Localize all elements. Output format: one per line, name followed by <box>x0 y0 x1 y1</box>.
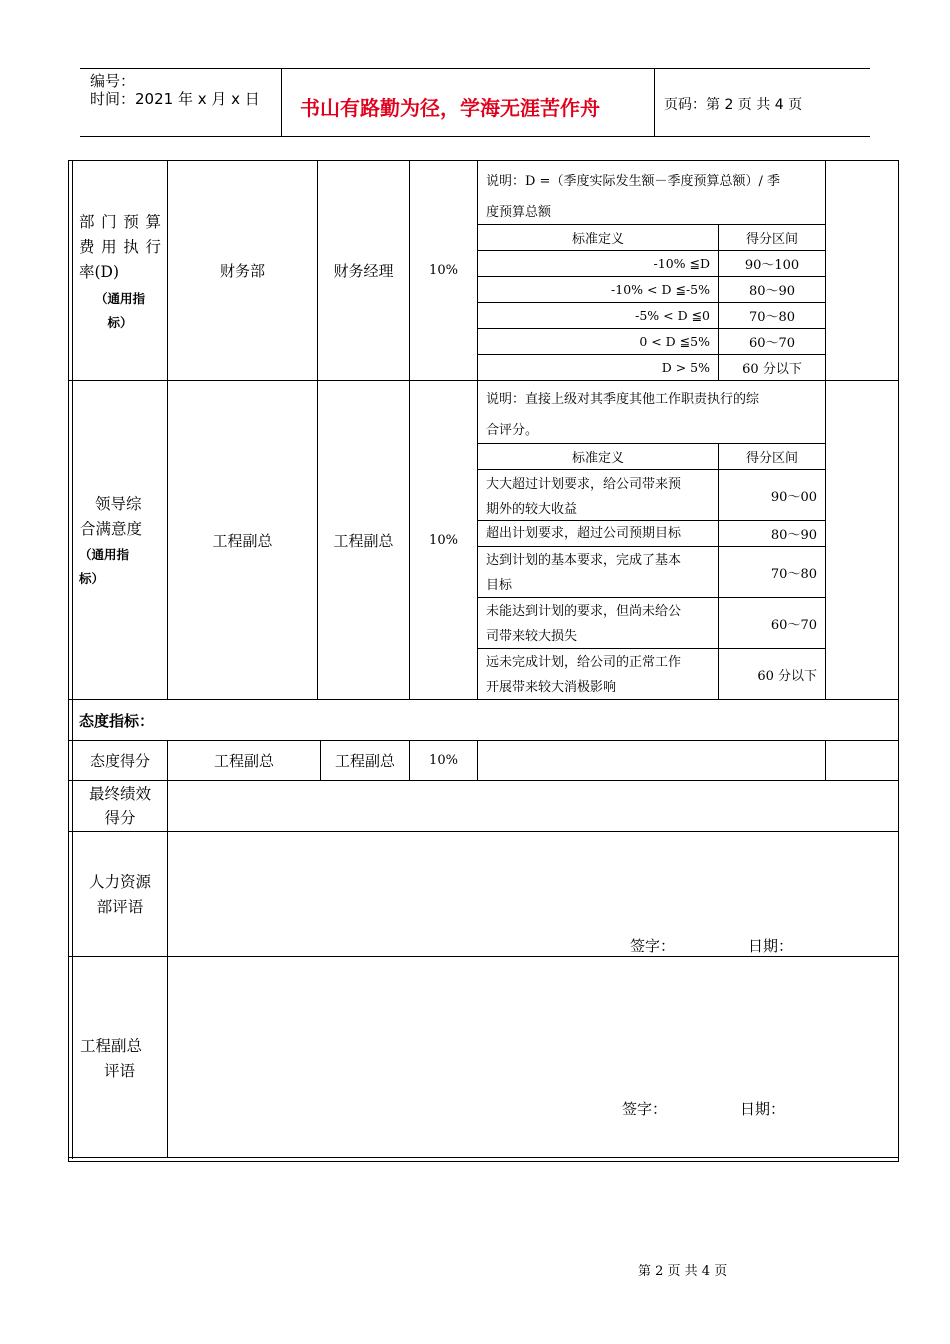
row-divider <box>69 1157 898 1158</box>
header-divider <box>281 68 282 136</box>
leader-criterion-def: 大大超过计划要求，给公司带来预 期外的较大收益 <box>486 477 682 517</box>
budget-generic-tag: （通用指 标） <box>94 291 145 330</box>
budget-criterion-def: -10% ≦D <box>653 256 710 271</box>
attitude-role: 工程副总 <box>334 752 395 770</box>
leader-dept: 工程副总 <box>212 531 273 550</box>
header-bottom-rule <box>80 136 870 137</box>
attitude-score-field[interactable] <box>478 741 825 780</box>
attitude-dept: 工程副总 <box>213 752 274 770</box>
budget-criterion-def: -5% < D ≦0 <box>635 308 710 323</box>
budget-indicator-name: 部门预算 费用执行 率(D) <box>79 213 161 281</box>
budget-note: 说明：D =（季度实际发生额－季度预算总额）/ 季 度预算总额 <box>486 174 780 220</box>
final-score-field[interactable] <box>168 781 897 831</box>
leader-role: 工程副总 <box>333 531 394 550</box>
budget-dept: 财务部 <box>219 262 265 280</box>
motto: 书山有路勤为径，学海无涯苦作舟 <box>300 96 600 120</box>
budget-criterion-score: 80～90 <box>748 284 796 299</box>
leader-criterion-score: 90～00 <box>770 489 817 505</box>
leader-criterion-def: 未能达到计划的要求，但尚未给公 司带来较大损失 <box>486 604 682 644</box>
leader-generic-tag: （通用指 标） <box>79 547 130 586</box>
budget-criterion-score: 60～70 <box>748 336 796 351</box>
leader-weight: 10% <box>429 532 458 548</box>
budget-criterion-score: 60 分以下 <box>742 362 802 377</box>
leader-criterion-score: 60～70 <box>770 617 817 633</box>
budget-col-def-header: 标准定义 <box>571 232 624 247</box>
hr-date-label: 日期： <box>748 937 794 955</box>
budget-criterion-score: 90～100 <box>744 258 800 273</box>
header-top-rule <box>80 68 870 69</box>
budget-weight: 10% <box>429 263 458 278</box>
leader-col-score-header: 得分区间 <box>745 451 798 466</box>
leader-indicator-name: 领导综 合满意度 <box>80 495 143 538</box>
leader-criterion-score: 60 分以下 <box>757 668 817 684</box>
vp-sign-label: 签字： <box>622 1100 668 1118</box>
footer-page-number: 第 2 页 共 4 页 <box>638 1264 728 1279</box>
hr-sign-label: 签字： <box>630 937 676 955</box>
leader-criterion-score: 70～80 <box>770 566 817 582</box>
attitude-actual-score-field[interactable] <box>826 741 897 780</box>
attitude-weight: 10% <box>429 753 458 768</box>
vp-comment-field[interactable] <box>168 957 897 1157</box>
budget-criterion-def: D > 5% <box>661 360 710 375</box>
leader-note: 说明：直接上级对其季度其他工作职责执行的综 合评分。 <box>486 392 760 438</box>
leader-col-def-header: 标准定义 <box>571 451 624 466</box>
budget-criterion-score: 70～80 <box>748 310 796 325</box>
final-score-label: 最终绩效 得分 <box>88 785 151 827</box>
col-divider <box>825 160 826 699</box>
budget-role: 财务经理 <box>333 262 394 280</box>
hr-comment-label: 人力资源 部评语 <box>88 873 151 916</box>
header-divider <box>654 68 655 136</box>
attitude-name: 态度得分 <box>89 752 150 770</box>
budget-criterion-def: -10% < D ≦-5% <box>611 282 710 297</box>
date-text: 时间：2021 年 x 月 x 日 <box>90 90 260 108</box>
leader-criterion-def: 远未完成计划，给公司的正常工作 开展带来较大消极影响 <box>486 655 682 695</box>
budget-criterion-def: 0 < D ≦5% <box>639 334 710 349</box>
attitude-section-title: 态度指标： <box>79 711 155 730</box>
budget-col-score-header: 得分区间 <box>745 232 798 247</box>
leader-criterion-def: 超出计划要求，超过公司预期目标 <box>486 526 682 541</box>
serial-label: 编号： <box>90 72 136 90</box>
vp-comment-label: 工程副总 评语 <box>80 1037 143 1080</box>
vp-date-label: 日期： <box>740 1100 786 1118</box>
leader-criterion-def: 达到计划的基本要求，完成了基本 目标 <box>486 553 682 593</box>
page-indicator: 页码：第 2 页 共 4 页 <box>664 97 803 113</box>
leader-criterion-score: 80～90 <box>770 528 817 543</box>
